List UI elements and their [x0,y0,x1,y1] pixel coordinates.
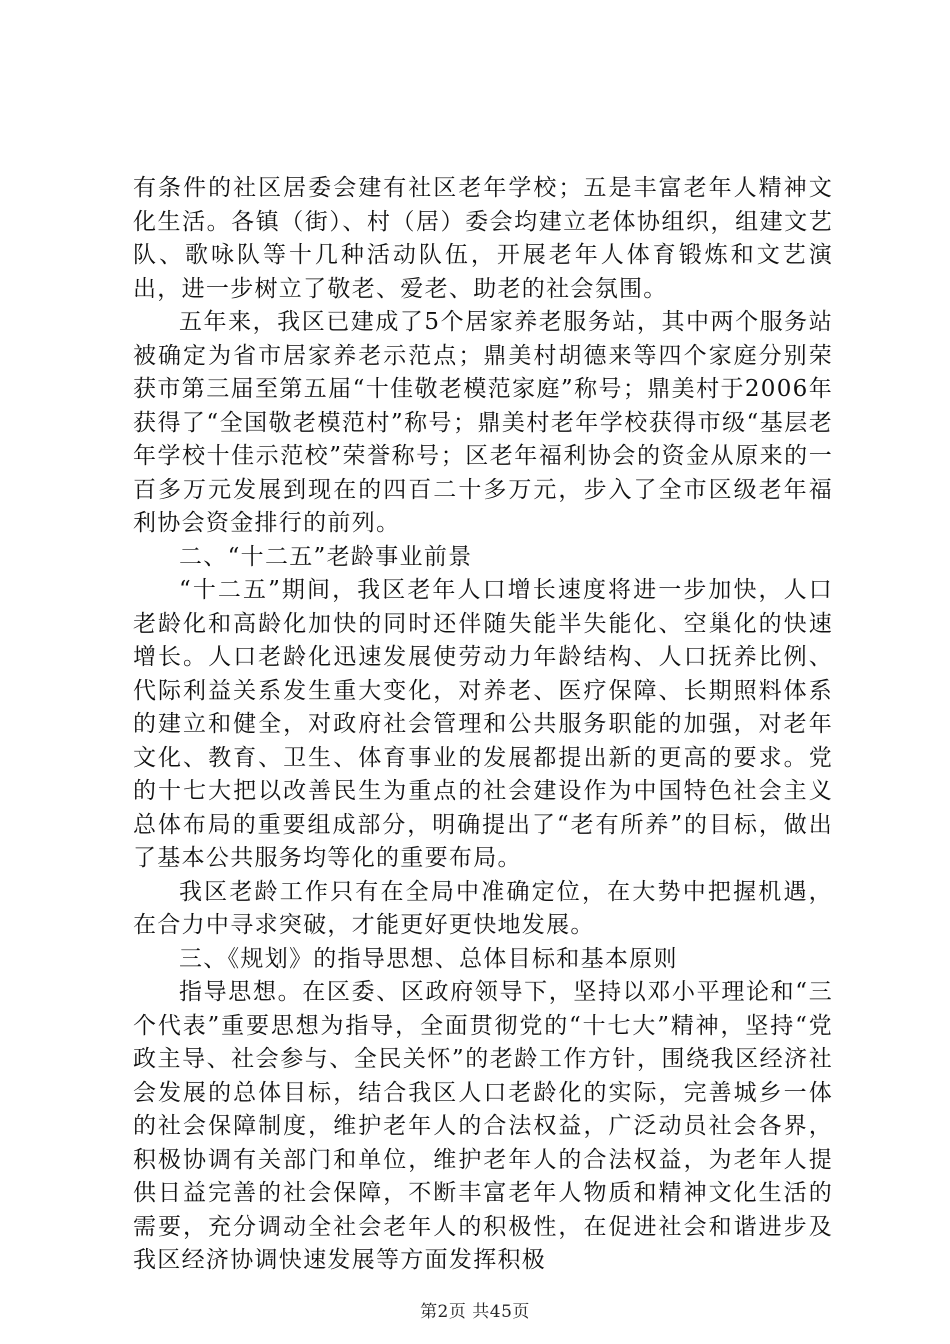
document-body [133,172,833,1278]
paragraph-outlook: “十二五”期间，我区老年人口增长速度将进一步加快，人口老龄化和高龄化加快的同时还伴随失能半失能化、空巢化的快速增长。人口老龄化迅速发展使劳动力年龄结构、人口抚养比例、代际利益关系发生重大变化，对养老、医疗保障、长期照料体系的建立和健全，对政府社会管理和公共服务职能的加强，对老年文化、教育、卫生、体育事业的发展都提出新的更高的要求。党的十七大把以改善民生为重点的社会建设作为中国特色社会主义总体布局的重要组成部分，明确提出了“老有所养”的目标，做出了基本公共服务均等化的重要布局。 [133,577,833,871]
paragraph-guiding-thought: 指导思想。在区委、区政府领导下，坚持以邓小平理论和“三个代表”重要思想为指导，全面贯彻党的“十七大”精神，坚持“党政主导、社会参与、全民关怀”的老龄工作方针，围绕我区经济社会发展的总体目标，结合我区人口老龄化的实际，完善城乡一体的社会保障制度，维护老年人的合法权益，广泛动员社会各界，积极协调有关部门和单位，维护老年人的合法权益，为老年人提供日益完善的社会保障，不断丰富老年人物质和精神文化生活的需要，充分调动全社会老年人的积极性，在促进社会和谐进步及我区经济协调快速发展等方面发挥积极 [133,979,833,1273]
paragraph-five-years: 五年来，我区已建成了5个居家养老服务站，其中两个服务站被确定为省市居家养老示范点；鼎美村胡德来等四个家庭分别荣获市第三届至第五届“十佳敬老模范家庭”称号；鼎美村于2006年获得了“全国敬老模范村”称号；鼎美村老年学校获得市级“基层老年学校十佳示范校”荣誉称号；区老年福利协会的资金从原来的一百多万元发展到现在的四百二十多万元，步入了全市区级老年福利协会资金排行的前列。 [133,309,833,536]
page-number-footer: 第2页 共45页 [420,1302,530,1322]
section-heading-guiding: 三、《规划》的指导思想、总体目标和基本原则 [179,945,678,972]
paragraph-positioning: 我区老龄工作只有在全局中准确定位，在大势中把握机遇，在合力中寻求突破，才能更好更快地发展。 [133,878,833,938]
paragraph-continuation: 有条件的社区居委会建有社区老年学校；五是丰富老年人精神文化生活。各镇（街）、村（居）委会均建立老体协组织，组建文艺队、歌咏队等十几种活动队伍，开展老年人体育锻炼和文艺演出，进一步树立了敬老、爱老、助老的社会氛围。 [133,175,833,302]
section-heading-outlook: 二、“十二五”老龄事业前景 [179,543,473,570]
